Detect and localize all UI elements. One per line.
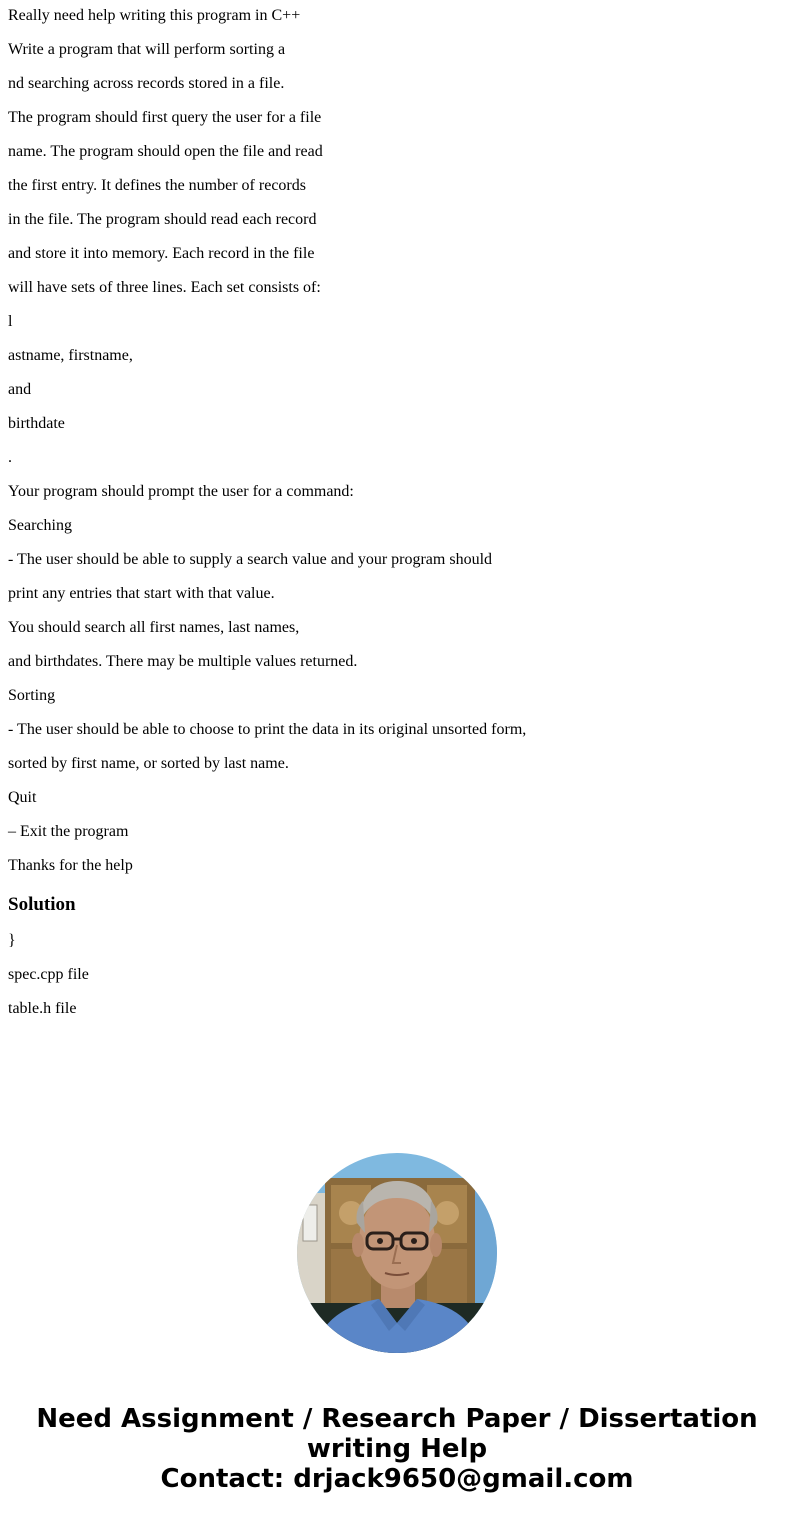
solution-text [8,932,89,1034]
question-line: name. The program should open the file and read [8,143,323,160]
question-line: print any entries that start with that value. [8,585,275,602]
question-line: astname, firstname, [8,347,133,364]
avatar [297,1153,497,1353]
question-line: Thanks for the help [8,857,133,874]
question-line: Searching [8,517,72,534]
question-line: l [8,313,13,330]
document-body [8,0,786,1017]
question-line: birthdate [8,415,65,432]
avatar-portrait-image [297,1153,497,1353]
question-line: and [8,381,32,398]
solution-line: } [8,932,16,949]
question-line: the first entry. It defines the number of records [8,177,306,194]
question-line: Sorting [8,687,56,704]
question-line: and store it into memory. Each record in the file [8,245,315,262]
question-line: – Exit the program [8,823,129,840]
footer-line-1: Need Assignment / Research Paper / Dissertation [36,1404,758,1434]
question-line: - The user should be able to supply a search value and your program should [8,551,493,568]
solution-heading: Solution [8,894,76,915]
question-line: in the file. The program should read each record [8,211,317,228]
solution-line: spec.cpp file [8,966,89,983]
question-line: and birthdates. There may be multiple values returned. [8,653,358,670]
question-line: - The user should be able to choose to print the data in its original unsorted form, [8,721,527,738]
question-line: sorted by first name, or sorted by last name. [8,755,289,772]
question-line: nd searching across records stored in a file. [8,75,285,92]
footer-line-2: writing Help [306,1434,488,1464]
footer-contact-line: Contact: drjack9650@gmail.com [160,1464,634,1494]
question-line: Really need help writing this program in C++ [8,7,301,24]
question-line: . [8,449,12,466]
question-line: Your program should prompt the user for a command: [8,483,354,500]
question-line: The program should first query the user for a file [8,109,322,126]
solution-line: table.h file [8,1000,77,1017]
question-line: Quit [8,789,37,806]
question-line: You should search all first names, last names, [8,619,300,636]
contact-footer [0,1404,794,1494]
question-line: Write a program that will perform sorting a [8,41,286,58]
question-line: will have sets of three lines. Each set consists of: [8,279,321,296]
question-text [8,0,786,875]
